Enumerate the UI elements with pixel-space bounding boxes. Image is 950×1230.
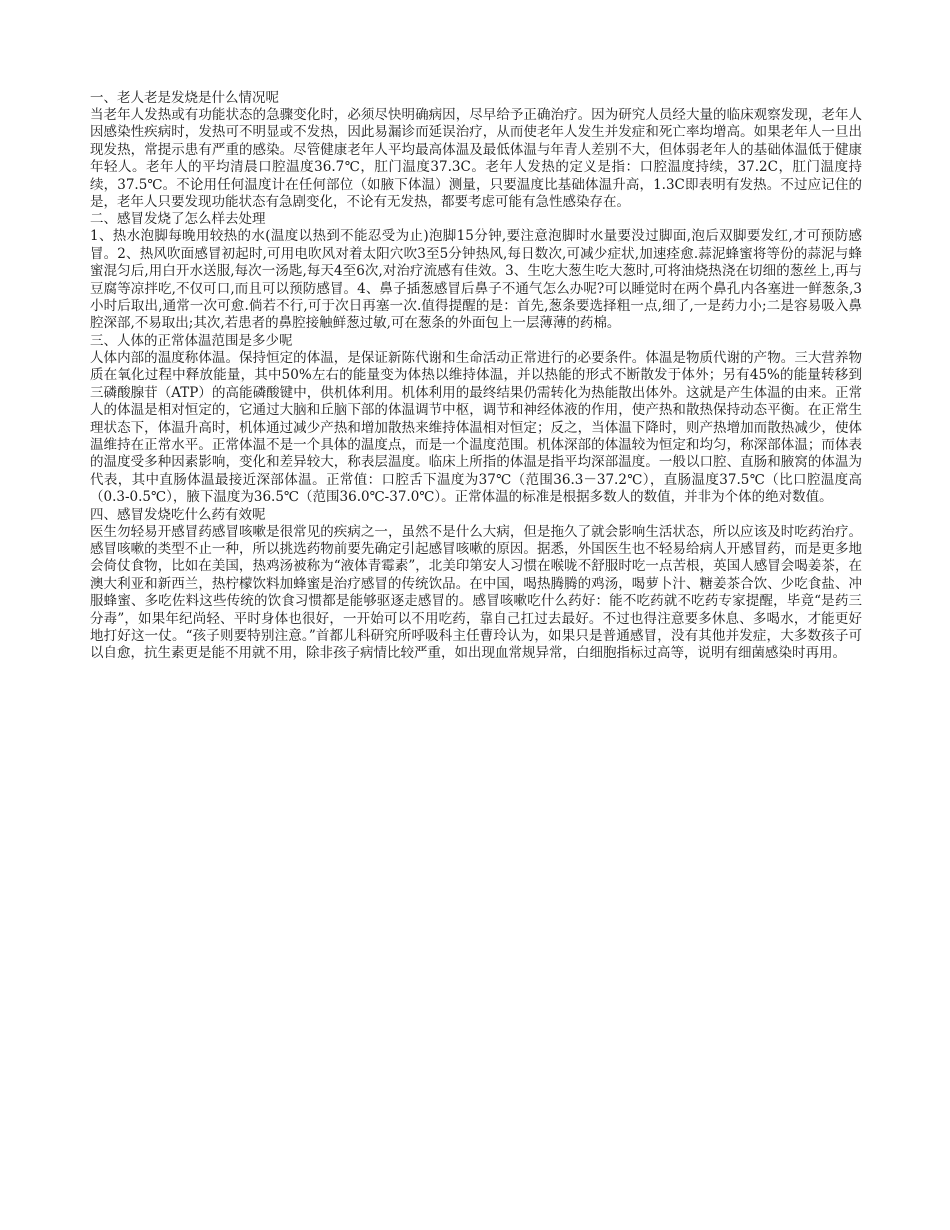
section-body: 1、热水泡脚每晚用较热的水(温度以热到不能忍受为止)泡脚15分钟,要注意泡脚时水量要没过脚面,泡后双脚要发红,才可预防感冒。2、热风吹面感冒初起时,可用电吹风对着太阳穴吹3至5分钟热风,每日数次,可减少症状,加速痊愈.蒜泥蜂蜜将等份的蒜泥与蜂蜜混匀后,用白开水送服,每次一汤匙,每天4至6次,对治疗流感有佳效。3、生吃大葱生吃大葱时,可将油烧热浇在切细的葱丝上,再与豆腐等凉拌吃,不仅可口,而且可以预防感冒。4、鼻子插葱感冒后鼻子不通气怎么办呢?可以睡觉时在两个鼻孔内各塞进一鲜葱条,3小时后取出,通常一次可愈.倘若不行,可于次日再塞一次.值得提醒的是：首先,葱条要选择粗一点,细了,一是药力小;二是容易吸入鼻腔深部,不易取出;其次,若患者的鼻腔接触鲜葱过敏,可在葱条的外面包上一层薄薄的药棉。 [90,228,862,332]
section-body: 人体内部的温度称体温。保持恒定的体温，是保证新陈代谢和生命活动正常进行的必要条件。体温是物质代谢的产物。三大营养物质在氧化过程中释放能量，其中50%左右的能量变为体热以维持体温，并以热能的形式不断散发于体外；另有45%的能量转移到三磷酸腺苷（ATP）的高能磷酸键中，供机体利用。机体利用的最终结果仍需转化为热能散出体外。这就是产生体温的由来。正常人的体温是相对恒定的，它通过大脑和丘脑下部的体温调节中枢，调节和神经体液的作用，使产热和散热保持动态平衡。在正常生理状态下，体温升高时，机体通过减少产热和增加散热来维持体温相对恒定；反之，当体温下降时，则产热增加而散热减少，使体温维持在正常水平。正常体温不是一个具体的温度点，而是一个温度范围。机体深部的体温较为恒定和均匀，称深部体温；而体表的温度受多种因素影响，变化和差异较大，称表层温度。临床上所指的体温是指平均深部温度。一般以口腔、直肠和腋窝的体温为代表，其中直肠体温最接近深部体温。正常值：口腔舌下温度为37℃（范围36.3－37.2℃），直肠温度37.5℃（比口腔温度高（0.3-0.5℃），腋下温度为36.5℃（范围36.0℃-37.0℃）。正常体温的标准是根据多数人的数值，并非为个体的绝对数值。 [90,349,862,506]
section-body: 医生勿轻易开感冒药感冒咳嗽是很常见的疾病之一，虽然不是什么大病，但是拖久了就会影响生活状态，所以应该及时吃药治疗。感冒咳嗽的类型不止一种，所以挑选药物前要先确定引起感冒咳嗽的原因。据悉，外国医生也不轻易给病人开感冒药，而是更多地会倚仗食物，比如在美国，热鸡汤被称为“液体青霉素”，北美印第安人习惯在喉咙不舒服时吃一点苦根，英国人感冒会喝姜茶，在澳大利亚和新西兰，热柠檬饮料加蜂蜜是治疗感冒的传统饮品。在中国，喝热腾腾的鸡汤，喝萝卜汁、糖姜茶合饮、少吃食盐、冲服蜂蜜、多吃佐料这些传统的饮食习惯都是能够驱逐走感冒的。感冒咳嗽吃什么药好：能不吃药就不吃药专家提醒，毕竟“是药三分毒”，如果年纪尚轻、平时身体也很好，一开始可以不用吃药，靠自己扛过去最好。不过也得注意要多休息、多喝水，才能更好地打好这一仗。“孩子则要特别注意。”首都儿科研究所呼吸科主任曹玲认为，如果只是普通感冒，没有其他并发症，大多数孩子可以自愈，抗生素更是能不用就不用，除非孩子病情比较严重，如出现血常规异常，白细胞指标过高等，说明有细菌感染时再用。 [90,523,862,662]
section-cold-fever-treatment [90,211,862,332]
section-heading: 一、老人老是发烧是什么情况呢 [90,90,279,106]
document-page [90,90,862,663]
section-normal-body-temperature [90,333,862,507]
section-heading: 三、人体的正常体温范围是多少呢 [90,332,293,349]
section-body: 当老年人发热或有功能状态的急骤变化时，必须尽快明确病因，尽早给予正确治疗。因为研究人员经大量的临床观察发现，老年人因感染性疾病时，发热可不明显或不发热，因此易漏诊而延误治疗，从而使老年人发生并发症和死亡率均增高。如果老年人一旦出现发热，常提示患有严重的感染。尽管健康老年人平均最高体温及最低体温与年青人差别不大，但体弱老年人的基础体温低于健康年轻人。老年人的平均清晨口腔温度36.7℃，肛门温度37.3C。老年人发热的定义是指：口腔温度持续，37.2C，肛门温度持续，37.5℃。不论用任何温度计在任何部位（如腋下体温）测量，只要温度比基础体温升高，1.3C即表明有发热。不过应记住的是，老年人只要发现功能状态有急剧变化，不论有无发热，都要考虑可能有急性感染存在。 [90,107,862,211]
section-heading: 四、感冒发烧吃什么药有效呢 [90,506,266,523]
section-elderly-fever [90,90,862,211]
section-cold-fever-medicine [90,507,862,663]
section-heading: 二、感冒发烧了怎么样去处理 [90,211,266,228]
